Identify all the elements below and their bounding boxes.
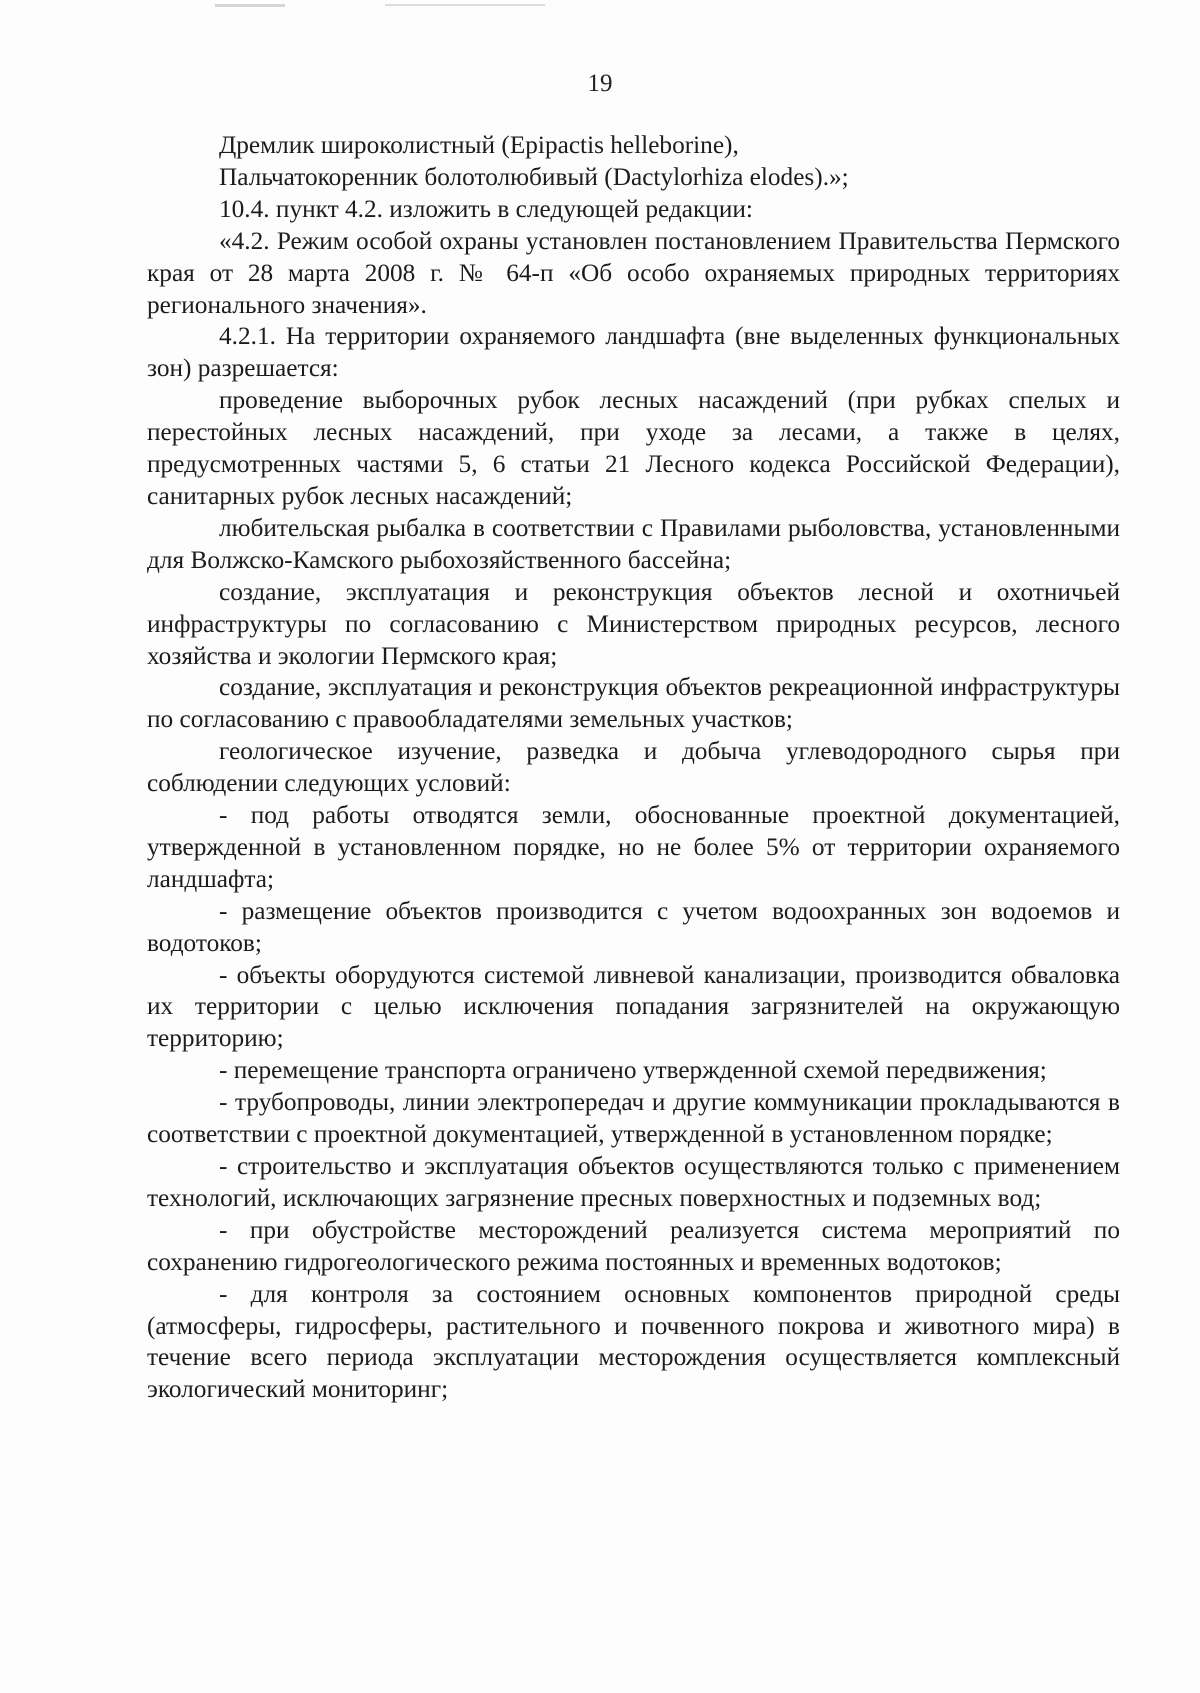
paragraph: - размещение объектов производится с учетом водоохранных зон водоемов и водотоков; xyxy=(147,896,1120,957)
paragraph: геологическое изучение, разведка и добыча углеводородного сырья при соблюдении следующих условий: xyxy=(147,737,1120,798)
paragraph: - при обустройстве месторождений реализуется система мероприятий по сохранению гидрогеологического режима постоянных и временных водотоков; xyxy=(147,1215,1120,1276)
paragraph: Дремлик широколистный (Epipactis helleborine), xyxy=(219,131,739,159)
paragraph: 4.2.1. На территории охраняемого ландшафта (вне выделенных функциональных зон) разрешается: xyxy=(147,322,1120,383)
paragraph: 10.4. пункт 4.2. изложить в следующей редакции: xyxy=(219,194,753,223)
paragraph: «4.2. Режим особой охраны установлен постановлением Правительства Пермского края от 28 марта 2008 г. № 64-п «Об особо охраняемых природных территориях регионального значения». xyxy=(147,226,1120,319)
scan-artifact xyxy=(385,4,545,6)
paragraph: проведение выборочных рубок лесных насаждений (при рубках спелых и перестойных лесных насаждений, при уходе за лесами, а также в целях, предусмотренных частями 5, 6 статьи 21 Лесного кодекса Российской Федерации), санитарных рубок лесных насаждений; xyxy=(147,386,1120,510)
paragraph: создание, эксплуатация и реконструкция объектов рекреационной инфраструктуры по согласованию с правообладателями земельных участков; xyxy=(147,673,1120,734)
paragraph: создание, эксплуатация и реконструкция объектов лесной и охотничьей инфраструктуры по согласованию с Министерством природных ресурсов, лесного хозяйства и экологии Пермского края; xyxy=(147,577,1120,670)
paragraph: любительская рыбалка в соответствии с Правилами рыболовства, установленными для Волжско-Камского рыбохозяйственного бассейна; xyxy=(147,513,1120,574)
paragraph: - перемещение транспорта ограничено утвержденной схемой передвижения; xyxy=(219,1056,1047,1085)
paragraph: - объекты оборудуются системой ливневой канализации, производится обваловка их территории с целью исключения попадания загрязнителей на окружающую территорию; xyxy=(147,960,1120,1053)
paragraph: Пальчатокоренник болотолюбивый (Dactylorhiza elodes).»; xyxy=(219,162,849,191)
paragraph: - под работы отводятся земли, обоснованные проектной документацией, утвержденной в установленном порядке, но не более 5% от территории охраняемого ландшафта; xyxy=(147,801,1120,893)
paragraph: - для контроля за состоянием основных компонентов природной среды (атмосферы, гидросферы, растительного и почвенного покрова и животного мира) в течение всего периода эксплуатации месторождения осуществляется комплексный экологический мониторинг; xyxy=(147,1279,1120,1404)
page-number: 19 xyxy=(587,70,613,97)
paragraph: - строительство и эксплуатация объектов осуществляются только с применением технологий, исключающих загрязнение пресных поверхностных и подземных вод; xyxy=(147,1152,1120,1212)
paragraph: - трубопроводы, линии электропередач и другие коммуникации прокладываются в соответствии с проектной документацией, утвержденной в установленном порядке; xyxy=(147,1088,1120,1149)
scan-artifact xyxy=(215,4,285,7)
document-body xyxy=(147,130,1120,1406)
